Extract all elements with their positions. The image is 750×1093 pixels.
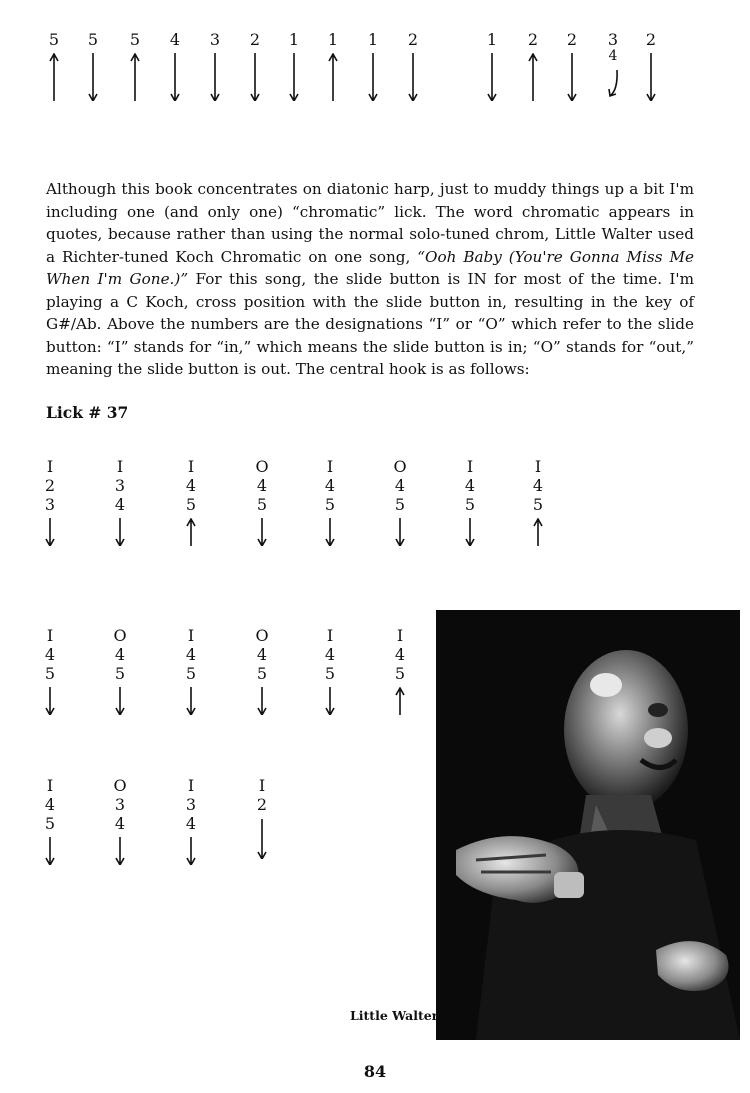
hole-number: 3 [607, 30, 619, 49]
lick-tab-column [388, 457, 412, 546]
top-tab-column [321, 30, 345, 101]
slide-designation: O [255, 626, 269, 645]
song-title: “Ooh Baby (You're Gonna Miss Me When I'm Gone.)” [46, 247, 694, 288]
hole-number: 2 [44, 476, 56, 495]
paragraph-text-1: Although this book concentrates on diatonic harp, just to muddy things up a bit I'm including one (and only one) “chromatic” lick. The word chromatic appears in quotes, because rather than using the normal solo-tuned chrom, Little Walter used a Richter-tuned Koch Chromatic on one song, [46, 180, 694, 266]
arrow-down-icon [407, 53, 419, 101]
top-tab-column [282, 30, 306, 101]
arrow-up-icon [532, 518, 544, 546]
hole-number: 3 [114, 795, 126, 814]
arrow-up-icon [527, 53, 539, 101]
hole-number: 4 [324, 645, 336, 664]
paragraph-text-2: For this song, the slide button is IN for most of the time. I'm playing a C Koch, cross position with the slide button in, resulting in the key of G#/Ab. Above the numbers are the designations “I” or “O” which refer to the slide button: “I” stands for “in,” which means the slide button is in; “O” stands for “out,” meaning the slide button is out. The central hook is as follows: [46, 270, 694, 378]
hole-number: 5 [394, 664, 406, 683]
lick-tab-column [250, 776, 274, 859]
slide-designation: I [46, 457, 54, 476]
hole-number: 5 [532, 495, 544, 514]
hole-number: 4 [394, 476, 406, 495]
hole-number-secondary: 4 [608, 48, 618, 64]
top-tab-column [480, 30, 504, 101]
arrow-down-icon [169, 53, 181, 101]
top-tab-column [203, 30, 227, 101]
hole-number: 4 [256, 645, 268, 664]
page-number: 84 [363, 1062, 387, 1081]
top-tab-column [123, 30, 147, 101]
lick-tab-column [388, 626, 412, 715]
lick-tab-column [458, 457, 482, 546]
arrow-down-icon [394, 518, 406, 546]
slide-designation: I [187, 626, 195, 645]
arrow-down-icon [288, 53, 300, 101]
hole-number: 4 [324, 476, 336, 495]
arrow-down-icon [44, 687, 56, 715]
arrow-down-icon [114, 837, 126, 865]
arrow-down-icon [44, 518, 56, 546]
slide-designation: I [466, 457, 474, 476]
arrow-down-icon [566, 53, 578, 101]
hole-number: 4 [114, 814, 126, 833]
top-tab-column [42, 30, 66, 101]
hole-number: 4 [185, 814, 197, 833]
hole-number: 1 [327, 30, 339, 49]
lick-heading: Lick # 37 [46, 403, 129, 422]
hole-number: 4 [185, 645, 197, 664]
hole-number: 4 [44, 645, 56, 664]
arrow-up-icon [129, 53, 141, 101]
lick-tab-column [108, 776, 132, 865]
hole-number: 3 [44, 495, 56, 514]
hole-number: 5 [87, 30, 99, 49]
hole-number: 1 [486, 30, 498, 49]
bend-arrow-icon [607, 68, 619, 98]
hole-number: 5 [48, 30, 60, 49]
hole-number: 4 [532, 476, 544, 495]
hole-number: 5 [256, 664, 268, 683]
top-tab-column [243, 30, 267, 101]
top-tab-column [163, 30, 187, 101]
hole-number: 4 [464, 476, 476, 495]
lick-tab-column [179, 626, 203, 715]
slide-designation: I [187, 457, 195, 476]
slide-designation: I [46, 626, 54, 645]
slide-designation: I [326, 457, 334, 476]
hole-number: 2 [407, 30, 419, 49]
lick-tab-column [250, 457, 274, 546]
top-tab-column [401, 30, 425, 101]
hole-number: 3 [209, 30, 221, 49]
hole-number: 5 [324, 495, 336, 514]
hole-number: 2 [566, 30, 578, 49]
arrow-down-icon [249, 53, 261, 101]
top-tab-column [639, 30, 663, 101]
hole-number: 5 [129, 30, 141, 49]
arrow-down-icon [114, 518, 126, 546]
hole-number: 5 [324, 664, 336, 683]
hole-number: 4 [114, 495, 126, 514]
lick-tab-column [38, 626, 62, 715]
arrow-down-icon [645, 53, 657, 101]
lick-tab-column [38, 776, 62, 865]
top-tab-column [560, 30, 584, 101]
photo-caption: Little Walter [350, 1008, 439, 1023]
lick-tab-column [526, 457, 550, 546]
hole-number: 4 [394, 645, 406, 664]
slide-designation: O [255, 457, 269, 476]
arrow-down-icon [486, 53, 498, 101]
hole-number: 5 [464, 495, 476, 514]
slide-designation: O [393, 457, 407, 476]
arrow-down-icon [464, 518, 476, 546]
hole-number: 2 [527, 30, 539, 49]
arrow-down-icon [256, 819, 268, 859]
arrow-up-icon [48, 53, 60, 101]
slide-designation: O [113, 776, 127, 795]
hole-number: 5 [394, 495, 406, 514]
slide-designation: I [396, 626, 404, 645]
hole-number: 5 [44, 664, 56, 683]
hole-number: 3 [114, 476, 126, 495]
slide-designation: I [187, 776, 195, 795]
slide-designation: I [326, 626, 334, 645]
top-tab-column [521, 30, 545, 101]
hole-number: 2 [256, 795, 268, 814]
hole-number: 5 [256, 495, 268, 514]
arrow-down-icon [256, 687, 268, 715]
lick-tab-column [108, 626, 132, 715]
hole-number: 5 [185, 495, 197, 514]
arrow-down-icon [367, 53, 379, 101]
top-tab-column [81, 30, 105, 101]
top-tab-column [361, 30, 385, 101]
slide-designation: I [534, 457, 542, 476]
hole-number: 1 [288, 30, 300, 49]
hole-number: 1 [367, 30, 379, 49]
slide-designation: I [46, 776, 54, 795]
arrow-down-icon [209, 53, 221, 101]
hole-number: 4 [44, 795, 56, 814]
hole-number: 4 [185, 476, 197, 495]
hole-number: 2 [645, 30, 657, 49]
hole-number: 4 [114, 645, 126, 664]
arrow-up-icon [327, 53, 339, 101]
arrow-down-icon [324, 518, 336, 546]
body-paragraph [46, 178, 694, 381]
hole-number: 5 [114, 664, 126, 683]
arrow-down-icon [87, 53, 99, 101]
hole-number: 4 [256, 476, 268, 495]
slide-designation: I [116, 457, 124, 476]
hole-number: 5 [44, 814, 56, 833]
photo-illustration [436, 610, 740, 1040]
arrow-up-icon [185, 518, 197, 546]
arrow-down-icon [44, 837, 56, 865]
lick-tab-column [250, 626, 274, 715]
lick-tab-column [179, 457, 203, 546]
lick-tab-column [38, 457, 62, 546]
lick-tab-column [318, 626, 342, 715]
lick-tab-column [108, 457, 132, 546]
slide-designation: O [113, 626, 127, 645]
arrow-down-icon [185, 837, 197, 865]
arrow-up-icon [394, 687, 406, 715]
hole-number: 4 [169, 30, 181, 49]
arrow-down-icon [324, 687, 336, 715]
arrow-down-icon [185, 687, 197, 715]
lick-tab-column [179, 776, 203, 865]
arrow-down-icon [256, 518, 268, 546]
lick-tab-column [318, 457, 342, 546]
hole-number: 2 [249, 30, 261, 49]
top-tab-column [601, 30, 625, 98]
photo-little-walter [436, 610, 740, 1040]
arrow-down-icon [114, 687, 126, 715]
hole-number: 5 [185, 664, 197, 683]
slide-designation: I [258, 776, 266, 795]
hole-number: 3 [185, 795, 197, 814]
